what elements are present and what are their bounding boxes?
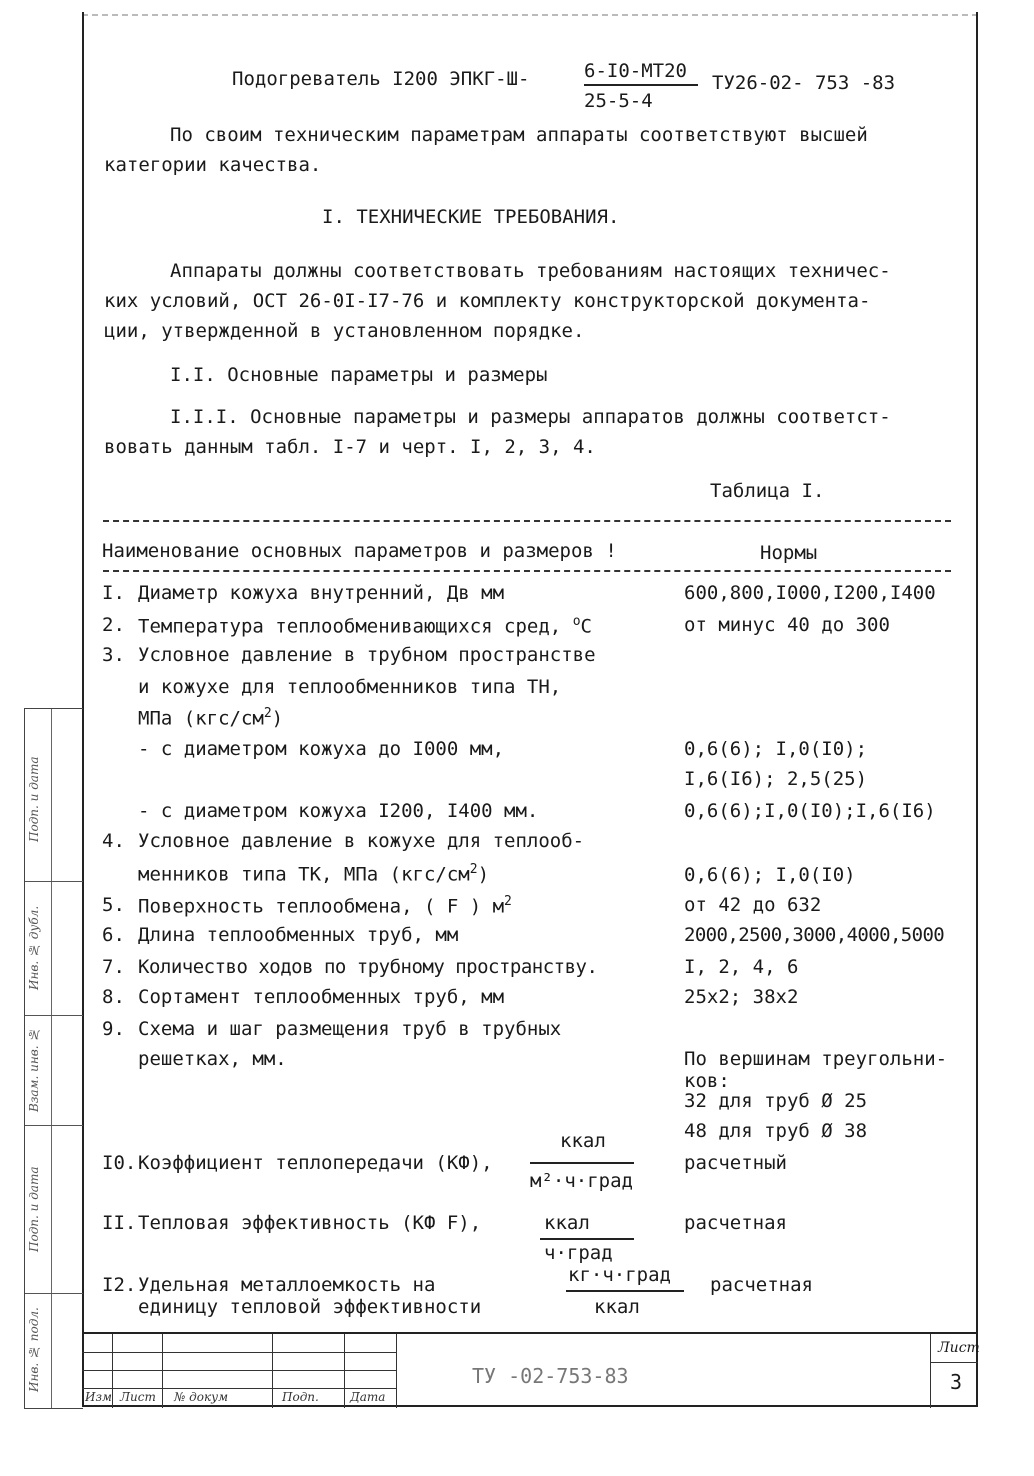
side-strip bbox=[24, 708, 83, 1409]
side-strip-row-line bbox=[25, 881, 83, 882]
row-parameter-continued: менников типа ТК, МПа $(кгс/см^2)$ bbox=[138, 862, 490, 886]
row-norm: 0,6(6); I,0(I0) bbox=[684, 864, 856, 886]
title-block-divider bbox=[344, 1334, 345, 1408]
table-rule bbox=[103, 520, 951, 522]
side-strip-divider bbox=[51, 709, 52, 1408]
spec-number: ТУ26-02- 753 -83 bbox=[712, 72, 896, 94]
section-title: I. ТЕХНИЧЕСКИЕ ТРЕБОВАНИЯ. bbox=[322, 206, 620, 228]
row-parameter: Длина теплообменных труб, мм bbox=[138, 924, 459, 946]
row-number: 4. bbox=[102, 830, 125, 852]
requirements-line: ции, утвержденной в установленном порядке. bbox=[104, 320, 585, 342]
row-norm: 0,6(6);I,0(I0);I,6(I6) bbox=[684, 800, 936, 822]
row-parameter-continued: единицу тепловой эффективности bbox=[138, 1296, 482, 1318]
intro-line: категории качества. bbox=[104, 154, 322, 176]
side-strip-label: Инв. № дубл. bbox=[27, 905, 41, 991]
row-parameter: Тепловая эффективность (КФ F), bbox=[138, 1212, 482, 1234]
row-number: II. bbox=[102, 1212, 137, 1234]
product-name: Подогреватель I200 ЭПКГ-Ш- bbox=[232, 68, 530, 90]
column-label-date: Дата bbox=[350, 1390, 386, 1404]
title-block-divider bbox=[272, 1334, 273, 1408]
row-norm: 25х2; 38х2 bbox=[684, 986, 799, 1008]
unit-numerator: ккал bbox=[560, 1130, 606, 1152]
fraction-bar bbox=[530, 1162, 634, 1164]
row-parameter-continued: МПа $(кгс/см^2)$ bbox=[138, 706, 284, 730]
table-caption: Таблица I. bbox=[710, 480, 825, 502]
side-strip-row-line bbox=[25, 1015, 83, 1016]
clause-line: вовать данным табл. I-7 и черт. I, 2, 3, 4. bbox=[104, 436, 596, 458]
row-number: 9. bbox=[102, 1018, 125, 1040]
intro-line: По своим техническим параметрам аппараты соответствуют высшей bbox=[170, 124, 868, 146]
fraction-bar bbox=[566, 1290, 684, 1292]
unit-denominator: ккал bbox=[594, 1296, 640, 1318]
column-label-signature: Подп. bbox=[282, 1390, 319, 1404]
row-parameter-continued: и кожухе для теплообменников типа ТН, bbox=[138, 676, 562, 698]
row-norm: 2000,2500,3000,4000,5000 bbox=[684, 924, 945, 946]
row-number: I2. bbox=[102, 1274, 137, 1296]
title-block-row-line bbox=[82, 1370, 396, 1371]
row-parameter: Поверхность теплообмена, ( F ) $м^2$ bbox=[138, 894, 512, 918]
clause-line: I.I.I. Основные параметры и размеры аппаратов должны соответст- bbox=[170, 406, 891, 428]
row-norm: расчетная bbox=[710, 1274, 813, 1296]
unit-denominator: ч·град bbox=[544, 1242, 613, 1264]
row-norm: По вершинам треугольни- bbox=[684, 1048, 948, 1070]
row-parameter: - с диаметром кожуха до I000 мм, bbox=[138, 738, 505, 760]
subsection-title: I.I. Основные параметры и размеры bbox=[170, 364, 548, 386]
row-parameter: Условное давление в кожухе для теплооб- bbox=[138, 830, 585, 852]
requirements-line: Аппараты должны соответствовать требованиям настоящих техничес- bbox=[170, 260, 891, 282]
title-block-row-line bbox=[82, 1352, 396, 1353]
side-strip-label: Подп. и дата bbox=[27, 756, 41, 842]
table-rule bbox=[103, 570, 951, 572]
requirements-line: ких условий, ОСТ 26-0I-I7-76 и комплекту конструкторской документа- bbox=[104, 290, 871, 312]
side-strip-label: Инв. № подл. bbox=[27, 1307, 41, 1393]
row-norm: от минус 40 до 300 bbox=[684, 614, 890, 636]
product-code-numerator: 6-I0-МТ20 bbox=[584, 60, 687, 82]
title-block-divider bbox=[162, 1334, 163, 1408]
row-norm: расчетный bbox=[684, 1152, 787, 1174]
row-number: I. bbox=[102, 582, 125, 604]
row-parameter: Удельная металлоемкость на bbox=[138, 1274, 436, 1296]
fraction-bar bbox=[540, 1238, 634, 1240]
row-norm: от 42 до 632 bbox=[684, 894, 822, 916]
unit-numerator: кг·ч·град bbox=[568, 1264, 671, 1286]
row-parameter: - с диаметром кожуха I200, I400 мм. bbox=[138, 800, 539, 822]
sheet-label: Лист bbox=[938, 1340, 980, 1356]
row-parameter: Схема и шаг размещения труб в трубных bbox=[138, 1018, 562, 1040]
title-block-divider bbox=[112, 1334, 113, 1408]
frame-right-border bbox=[976, 12, 978, 1407]
row-number: I0. bbox=[102, 1152, 137, 1174]
row-parameter-continued: решетках, мм. bbox=[138, 1048, 287, 1070]
row-norm-continued: 48 для труб Ø 38 bbox=[684, 1120, 868, 1142]
unit-numerator: ккал bbox=[544, 1212, 590, 1234]
column-label-document-number: № докум bbox=[174, 1390, 229, 1404]
row-norm-continued: ков: bbox=[684, 1070, 730, 1092]
row-number: 5. bbox=[102, 894, 125, 916]
frame-top-border bbox=[82, 14, 978, 16]
row-norm-continued: I,6(I6); 2,5(25) bbox=[684, 768, 868, 790]
fraction-bar bbox=[584, 84, 698, 86]
column-label-change: Изм bbox=[85, 1390, 112, 1404]
title-block bbox=[82, 1332, 978, 1408]
row-number: 8. bbox=[102, 986, 125, 1008]
row-parameter: Коэффициент теплопередачи (КФ), bbox=[138, 1152, 493, 1174]
row-number: 3. bbox=[102, 644, 125, 666]
row-parameter: Условное давление в трубном пространстве bbox=[138, 644, 596, 666]
table-header-name: Наименование основных параметров и размеров ! bbox=[102, 540, 617, 562]
row-parameter: Диаметр кожуха внутренний, Дв мм bbox=[138, 582, 505, 604]
row-norm: I, 2, 4, 6 bbox=[684, 956, 799, 978]
side-strip-label: Взам. инв. № bbox=[27, 1027, 41, 1113]
title-block-row-line bbox=[930, 1362, 978, 1363]
row-norm-continued: 32 для труб Ø 25 bbox=[684, 1090, 868, 1112]
row-number: 6. bbox=[102, 924, 125, 946]
row-number: 7. bbox=[102, 956, 125, 978]
side-strip-label: Подп. и дата bbox=[27, 1166, 41, 1252]
row-parameter: Температура теплообменивающихся сред, $^о$С bbox=[138, 614, 592, 638]
row-norm: 0,6(6); I,0(I0); bbox=[684, 738, 868, 760]
side-strip-row-line bbox=[25, 1293, 83, 1294]
title-block-divider bbox=[396, 1334, 397, 1408]
title-block-divider bbox=[930, 1334, 931, 1408]
unit-denominator: м²·ч·град bbox=[530, 1170, 633, 1192]
table-header-norms: Нормы bbox=[760, 542, 818, 564]
sheet-number: 3 bbox=[950, 1370, 963, 1394]
row-number: 2. bbox=[102, 614, 125, 636]
document-code: ТУ -02-753-83 bbox=[472, 1364, 629, 1388]
row-parameter: Количество ходов по трубному пространству. bbox=[138, 956, 598, 978]
product-code-denominator: 25-5-4 bbox=[584, 90, 653, 112]
row-norm: 600,800,I000,I200,I400 bbox=[684, 582, 936, 604]
side-strip-row-line bbox=[25, 1125, 83, 1126]
column-label-sheet: Лист bbox=[120, 1390, 156, 1404]
row-parameter: Сортамент теплообменных труб, мм bbox=[138, 986, 505, 1008]
row-norm: расчетная bbox=[684, 1212, 787, 1234]
title-block-row-line bbox=[82, 1388, 396, 1389]
